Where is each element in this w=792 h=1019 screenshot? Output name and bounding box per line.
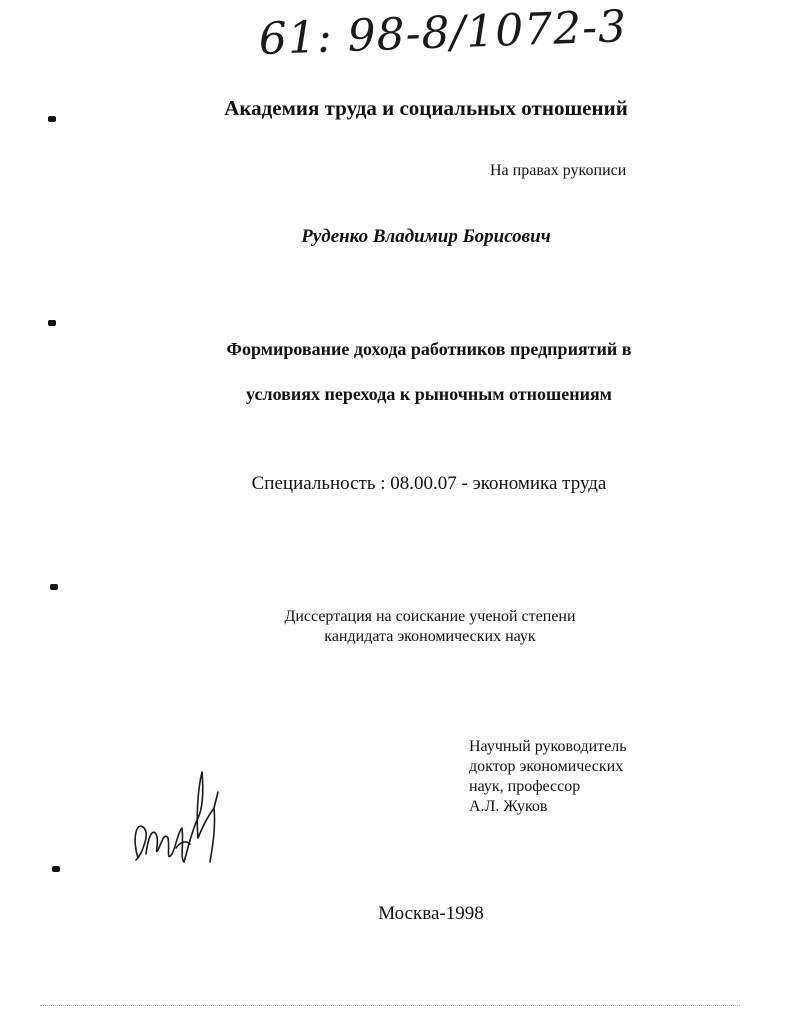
scan-margin-mark [48,320,56,326]
supervisor-line-3: наук, профессор [469,778,581,795]
manuscript-rights-note: На правах рукописи [490,162,627,179]
dissertation-purpose-line-2: кандидата экономических наук [324,628,536,645]
city-and-year: Москва-1998 [378,903,484,924]
handwritten-signature [118,758,238,878]
scan-margin-mark [48,116,56,122]
supervisor-name: А.Л. Жуков [469,798,548,815]
scan-bottom-edge [40,1005,740,1006]
specialty-line: Специальность : 08.00.07 - экономика труда [251,473,607,494]
supervisor-line-1: Научный руководитель [469,738,627,755]
author-name: Руденко Владимир Борисович [301,226,551,247]
thesis-title-line-2: условиях перехода к рыночным отношениям [246,384,612,404]
dissertation-purpose-line-1: Диссертация на соискание ученой степени [284,608,576,625]
supervisor-line-2: доктор экономических [469,758,624,775]
thesis-title-line-1: Формирование дохода работников предприятий в [226,339,632,359]
institution-name: Академия труда и социальных отношений [224,96,628,120]
scan-margin-mark [50,584,58,590]
handwritten-archive-code: 61: 98-8/1072-3 [258,1,628,65]
scan-margin-mark [52,866,60,872]
